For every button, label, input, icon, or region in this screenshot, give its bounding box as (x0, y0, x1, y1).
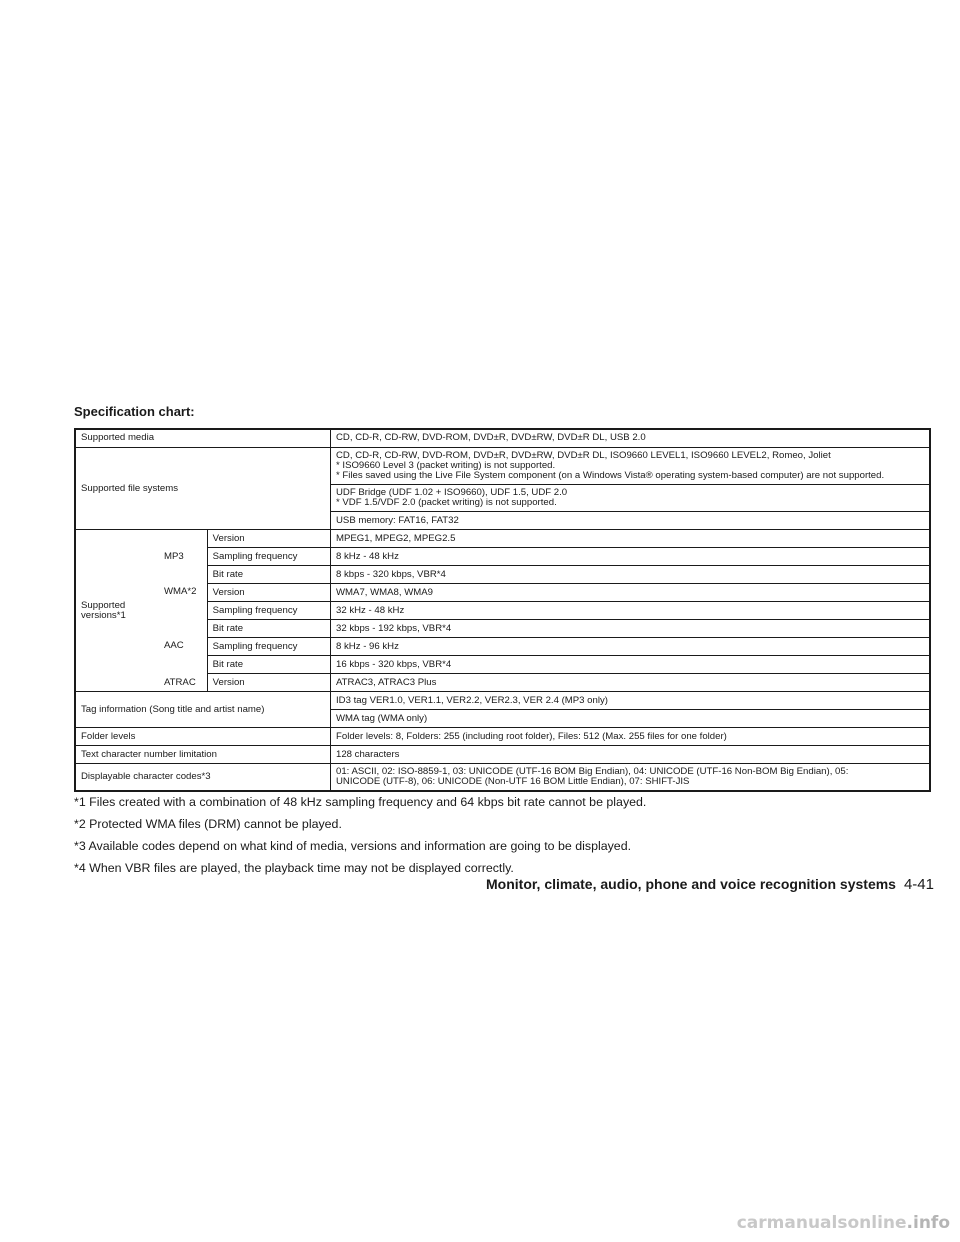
footnote: *2 Protected WMA files (DRM) cannot be played. (74, 817, 342, 831)
value-line: CD, CD-R, CD-RW, DVD-ROM, DVD±R, DVD±RW, DVD±R DL, ISO9660 LEVEL1, ISO9660 LEVEL2, Romeo, Joliet (336, 450, 831, 461)
table-row (75, 746, 930, 764)
table-row (75, 674, 930, 692)
page-footer (486, 876, 934, 893)
watermark-suffix: .info (906, 1213, 950, 1233)
row-label: Text character number limitation (75, 746, 331, 764)
row-label: Folder levels (75, 728, 331, 746)
versions-label-line: versions*1 (81, 609, 126, 621)
prop-label: Bit rate (207, 566, 330, 584)
prop-value: 32 kHz - 48 kHz (331, 602, 931, 620)
table-row (75, 692, 930, 710)
footnote: *3 Available codes depend on what kind of media, versions and information are going to be displayed. (74, 839, 632, 853)
prop-label: Bit rate (207, 656, 330, 674)
table-row (75, 638, 930, 656)
prop-value: 32 kbps - 192 kbps, VBR*4 (331, 620, 931, 638)
format-name: ATRAC (159, 674, 207, 692)
row-value: ID3 tag VER1.0, VER1.1, VER2.2, VER2.3, VER 2.4 (MP3 only) (331, 692, 931, 710)
row-label: Displayable character codes*3 (75, 764, 331, 792)
row-label: Tag information (Song title and artist name) (75, 692, 331, 728)
prop-value: 16 kbps - 320 kbps, VBR*4 (331, 656, 931, 674)
row-label: Supported media (75, 429, 331, 448)
row-value: USB memory: FAT16, FAT32 (331, 512, 931, 530)
row-value (331, 448, 931, 485)
row-value: 128 characters (331, 746, 931, 764)
page-number: 4-41 (903, 876, 934, 893)
prop-value: WMA7, WMA8, WMA9 (331, 584, 931, 602)
format-name: MP3 (159, 530, 207, 584)
row-value (331, 764, 931, 792)
prop-label: Sampling frequency (207, 602, 330, 620)
table-row (75, 448, 930, 485)
prop-label: Version (207, 584, 330, 602)
prop-value: 8 kbps - 320 kbps, VBR*4 (331, 566, 931, 584)
value-line: * ISO9660 Level 3 (packet writing) is not supported. (336, 460, 556, 472)
row-value (331, 485, 931, 512)
table-row (75, 530, 930, 548)
specification-table (74, 428, 931, 792)
table-row (75, 728, 930, 746)
table-row (75, 764, 930, 792)
prop-label: Version (207, 674, 330, 692)
row-value: WMA tag (WMA only) (331, 710, 931, 728)
footnote: *4 When VBR files are played, the playback time may not be displayed correctly. (74, 861, 514, 875)
value-line: * Files saved using the Live File System component (on a Windows Vista® operating system-based computer) are not supported. (336, 470, 885, 482)
prop-value: 8 kHz - 48 kHz (331, 548, 931, 566)
table-row (75, 584, 930, 602)
prop-label: Sampling frequency (207, 638, 330, 656)
row-value: Folder levels: 8, Folders: 255 (including root folder), Files: 512 (Max. 255 files for one folder) (331, 728, 931, 746)
prop-value: MPEG1, MPEG2, MPEG2.5 (331, 530, 931, 548)
footnotes (74, 795, 934, 883)
section-title: Monitor, climate, audio, phone and voice recognition systems (486, 876, 896, 892)
row-value: CD, CD-R, CD-RW, DVD-ROM, DVD±R, DVD±RW, DVD±R DL, USB 2.0 (331, 429, 931, 448)
prop-value: 8 kHz - 96 kHz (331, 638, 931, 656)
watermark-text: carmanualsonline (736, 1213, 907, 1233)
footnote: *1 Files created with a combination of 48 kHz sampling frequency and 64 kbps bit rate cannot be played. (74, 795, 647, 809)
table-row (75, 429, 930, 448)
versions-label-line: Supported (81, 599, 126, 611)
page-title: Specification chart: (74, 404, 195, 419)
value-line: 01: ASCII, 02: ISO-8859-1, 03: UNICODE (UTF-16 BOM Big Endian), 04: UNICODE (UTF-16 Non-BOM Big Endian), 05: (336, 766, 849, 778)
watermark (737, 1213, 950, 1233)
row-label: Supported file systems (75, 448, 331, 530)
prop-label: Sampling frequency (207, 548, 330, 566)
format-name: AAC (159, 638, 207, 674)
versions-label (75, 530, 159, 692)
value-line: * VDF 1.5/VDF 2.0 (packet writing) is not supported. (336, 497, 557, 509)
value-line: UNICODE (UTF-8), 06: UNICODE (Non-UTF 16 BOM Little Endian), 07: SHIFT-JIS (336, 776, 690, 788)
prop-label: Bit rate (207, 620, 330, 638)
prop-value: ATRAC3, ATRAC3 Plus (331, 674, 931, 692)
format-name: WMA*2 (159, 584, 207, 638)
value-line: UDF Bridge (UDF 1.02 + ISO9660), UDF 1.5, UDF 2.0 (336, 487, 568, 499)
prop-label: Version (207, 530, 330, 548)
